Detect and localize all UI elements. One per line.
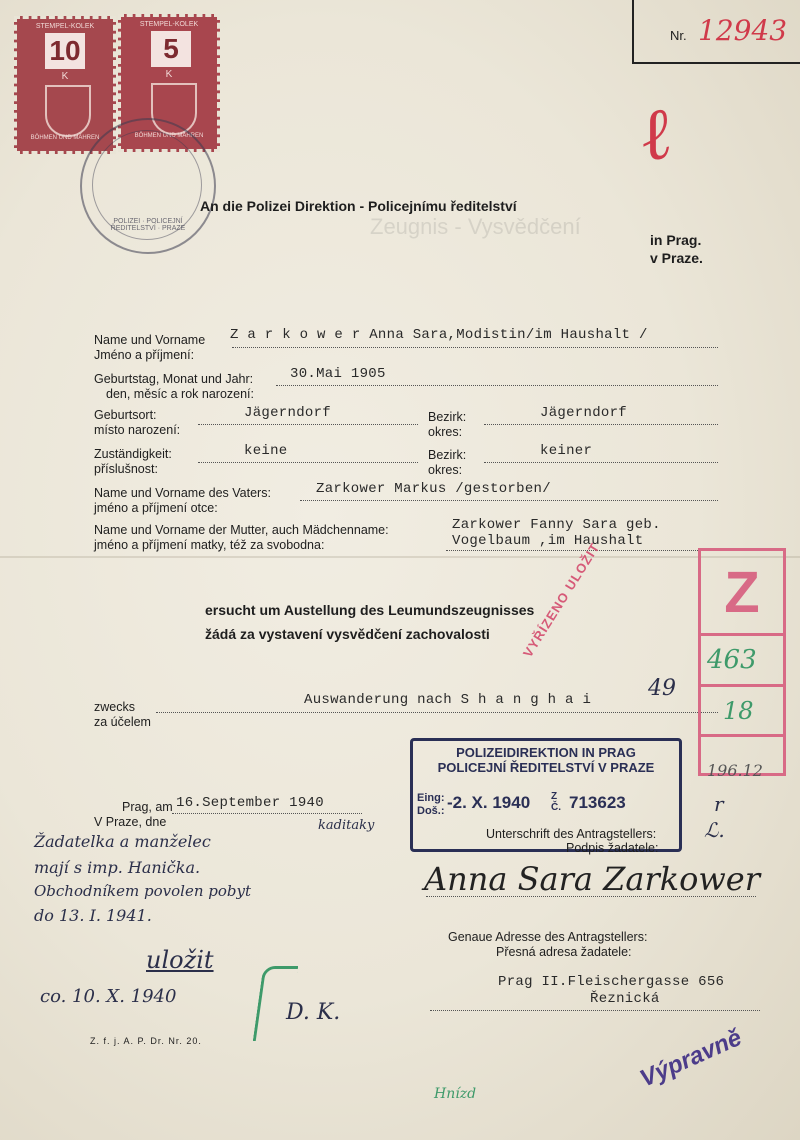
note-uloz: uložit [146,946,214,974]
district2-label-de: Bezirk: [428,448,467,462]
father-label-cz: jméno a příjmení otce: [94,501,218,515]
nr-value: 12943 [698,14,788,47]
signature-value: Anna Sara Zarkower [424,860,761,898]
stamp-top-text: STEMPEL-KOLEK [35,23,95,30]
address-label-cz: Přesná adresa žadatele: [496,945,632,959]
birthdate-label-de: Geburtstag, Monat und Jahr: [94,372,254,386]
right-mark-2: ℒ. [704,818,725,842]
red-mark: ℓ [632,90,677,178]
name-value: Z a r k o w e r Anna Sara,Modistin/im Haushalt / [230,327,648,343]
number-box [632,0,800,64]
note-insert: kaditaky [318,818,375,833]
district2-label-cz: okres: [428,463,463,477]
nr-label: Nr. [670,28,687,43]
revenue-stamp-10 [14,16,116,154]
city-de: in Prag. [650,232,702,248]
mother-label-cz: jméno a příjmení matky, též za svobodna: [94,538,325,552]
request-line-de: ersucht um Austellung des Leumundszeugnisses [205,602,535,618]
citizenship-value: keine [244,443,288,459]
district1-label-de: Bezirk: [428,410,467,424]
stamp-top-text: STEMPEL-KOLEK [139,21,199,28]
citizenship-label-cz: příslušnost: [94,462,158,476]
mother-label-de: Name und Vorname der Mutter, auch Mädchenname: [94,523,389,537]
mother-value-line1: Zarkower Fanny Sara geb. [452,517,661,533]
note-line2: mají s imp. Hanička. [34,858,201,877]
city-cz: v Praze. [650,250,703,266]
stamp-value: 5 [151,31,191,67]
signature-label-de: Unterschrift des Antragstellers: [486,827,657,841]
place-label-de: Prag, am [122,800,173,814]
vypravne-stamp: Výpravně [636,1024,746,1093]
stamp-bottom-text: BÖHMEN UND MÄHREN [134,133,204,139]
stamp-bottom-text: BÖHMEN UND MÄHREN [30,135,100,141]
place-label-cz: V Praze, dne [94,815,167,829]
form-number: Z. f. j. A. P. Dr. Nr. 20. [90,1036,202,1046]
district1-value: Jägerndorf [540,405,628,421]
green-scribble-icon [253,966,299,1041]
district1-label-cz: okres: [428,425,463,439]
right-mark-1: r [714,792,724,816]
police-stamp-date: -2. X. 1940 [447,793,531,812]
signature-label-cz: Podpis žadatele: [566,841,659,855]
district2-value: keiner [540,443,593,459]
citizenship-label-de: Zuständigkeit: [94,447,172,461]
vyrizeno-stamp: VYŘÍZENO ULOŽIT [520,540,603,660]
round-police-seal [80,118,216,254]
z-num3: 196.12 [707,761,763,780]
seal-text: POLIZEI · POLICEJNÍ ŘEDITELSTVÍ · PRAZE [110,218,186,232]
purpose-label-de: zwecks [94,700,135,714]
request-line-cz: žádá za vystavení vysvědčení zachovalosti [205,626,490,642]
address-line1: Prag II.Fleischergasse 656 [498,974,725,990]
note-initials: D. K. [286,1000,341,1025]
note-line4: do 13. I. 1941. [34,906,152,925]
z-num1: 463 [707,645,757,675]
father-label-de: Name und Vorname des Vaters: [94,486,271,500]
purpose-hand-number: 49 [648,676,676,701]
lion-shield-icon [45,85,91,137]
address-label-de: Genaue Adresse des Antragstellers: [448,930,648,944]
faded-heading: Zeugnis - Vysvědčení [370,214,581,239]
purpose-label-cz: za účelem [94,715,151,729]
police-stamp-number: 713623 [569,793,626,812]
z-stamp [698,548,786,780]
police-stamp-line1: POLIZEIDIREKTION IN PRAG [456,745,636,760]
birthdate-label-cz: den, měsíc a rok narození: [106,387,254,401]
zc-label: Z Č. [551,791,561,813]
birthplace-value: Jägerndorf [244,405,332,421]
birthplace-label-cz: místo narození: [94,423,181,437]
stamp-unit: K [61,71,69,82]
fold-line [0,556,800,558]
stamp-unit: K [165,69,173,80]
father-value: Zarkower Markus /gestorben/ [316,481,551,497]
mother-value-line2: Vogelbaum ,im Haushalt [452,533,644,549]
addressee-heading: An die Polizei Direktion - Policejnímu ředitelství [200,198,517,214]
name-label-de: Name und Vorname [94,333,206,347]
note-line3: Obchodníkem povolen pobyt [34,882,251,900]
bottom-initials: Hnízd [434,1086,477,1102]
note-line1: Žadatelka a manželec [34,832,211,851]
z-num2: 18 [723,697,754,725]
birthplace-label-de: Geburtsort: [94,408,157,422]
name-label-cz: Jméno a příjmení: [94,348,195,362]
police-stamp-line2: POLICEJNÍ ŘEDITELSTVÍ V PRAZE [437,760,655,775]
address-line2: Řeznická [590,991,660,1007]
birthdate-value: 30.Mai 1905 [290,366,386,382]
date-value: 16.September 1940 [176,795,324,811]
eing-label: Eing: [417,792,445,804]
purpose-value: Auswanderung nach S h a n g h a i [304,692,592,708]
z-letter: Z [701,553,783,636]
stamp-value: 10 [45,33,85,69]
note-date: co. 10. X. 1940 [40,986,177,1007]
dos-label: Doš.: [417,805,445,817]
